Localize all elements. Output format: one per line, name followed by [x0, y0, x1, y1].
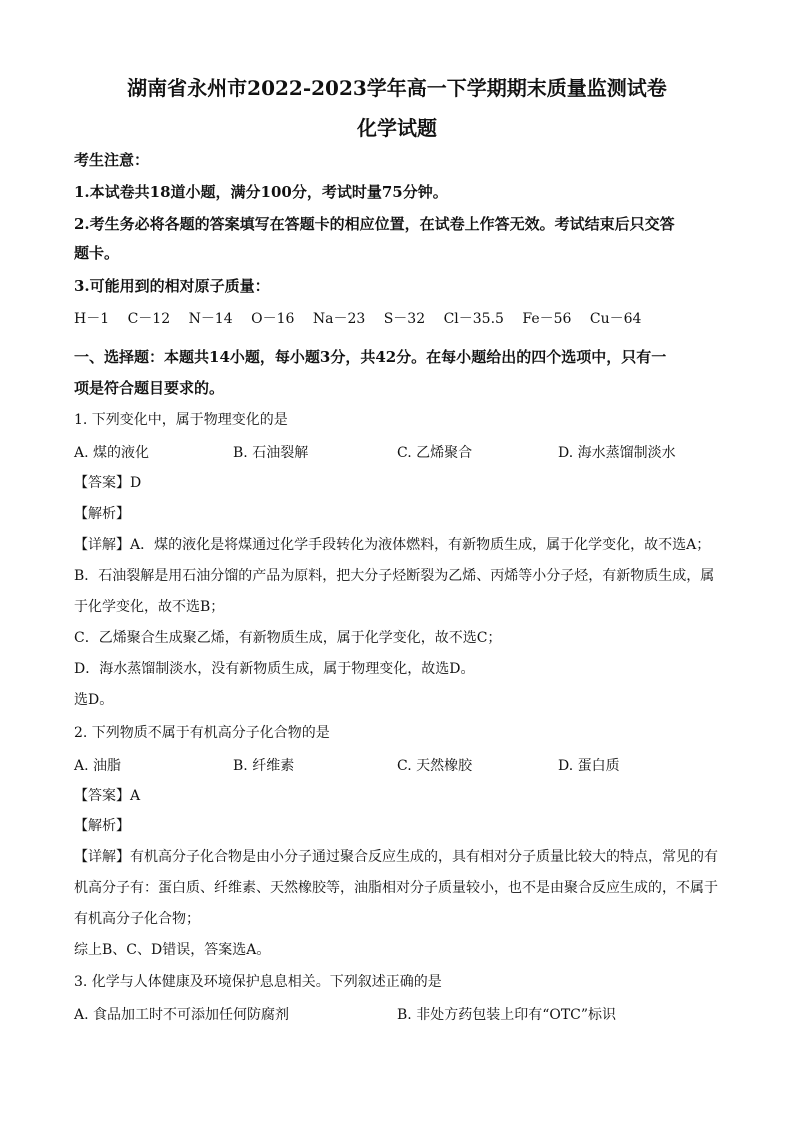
question-1-detail-line: 于化学变化，故不选B；: [74, 599, 225, 615]
question-2-detail-line: 综上B、C、D错误，答案选A。: [74, 942, 271, 958]
question-1-answer: 【答案】D: [74, 475, 142, 491]
question-2-option-d: D. 蛋白质: [558, 758, 620, 774]
question-1-detail-line: B．石油裂解是用石油分馏的产品为原料，把大分子烃断裂为乙烯、丙烯等小分子烃，有新物质生成，属: [74, 568, 715, 584]
notice-item-2-line-1: 2.考生务必将各题的答案填写在答题卡的相应位置，在试卷上作答无效。考试结束后只交答: [74, 215, 675, 233]
question-2-answer: 【答案】A: [74, 788, 141, 804]
question-2-analysis-label: 【解析】: [74, 818, 130, 834]
question-1-detail-line: C．乙烯聚合生成聚乙烯，有新物质生成，属于化学变化，故不选C；: [74, 630, 502, 646]
question-2-detail-line: 【详解】有机高分子化合物是由小分子通过聚合反应生成的，具有相对分子质量比较大的特点，常见的有: [74, 849, 718, 865]
question-1-option-b: B. 石油裂解: [233, 445, 309, 461]
atomic-mass: C－12: [127, 311, 171, 327]
question-2-option-a: A. 油脂: [74, 758, 122, 774]
atomic-mass-list: [74, 309, 720, 329]
notice-heading: 考生注意：: [74, 151, 150, 169]
question-3-option-b: B. 非处方药包装上印有“OTC”标识: [397, 1007, 617, 1023]
question-1-option-d: D. 海水蒸馏制淡水: [558, 445, 676, 461]
atomic-mass: Cu－64: [589, 311, 642, 327]
atomic-mass: N－14: [188, 311, 233, 327]
question-2-stem: 2. 下列物质不属于有机高分子化合物的是: [74, 725, 330, 741]
atomic-mass: O－16: [251, 311, 295, 327]
notice-item-3: 3.可能用到的相对原子质量：: [74, 277, 270, 295]
question-1-option-c: C. 乙烯聚合: [397, 445, 473, 461]
question-1-option-a: A. 煤的液化: [74, 445, 150, 461]
atomic-mass: S－32: [383, 311, 426, 327]
atomic-mass: H－1: [74, 311, 110, 327]
question-1-detail-line: 【详解】A．煤的液化是将煤通过化学手段转化为液体燃料，有新物质生成，属于化学变化，故不选A；: [74, 537, 711, 553]
question-2-detail-line: 机高分子有：蛋白质、纤维素、天然橡胶等，油脂相对分子质量较小，也不是由聚合反应生成的，不属于: [74, 880, 718, 896]
question-1-detail-line: D．海水蒸馏制淡水，没有新物质生成，属于物理变化，故选D。: [74, 661, 475, 677]
atomic-mass: Cl－35.5: [443, 311, 504, 327]
question-3-option-a: A. 食品加工时不可添加任何防腐剂: [74, 1007, 290, 1023]
question-1-stem: 1. 下列变化中，属于物理变化的是: [74, 412, 288, 428]
page-title: 湖南省永州市2022-2023学年高一下学期期末质量监测试卷: [127, 76, 667, 100]
question-2-option-c: C. 天然橡胶: [397, 758, 473, 774]
section-heading-line-2: 项是符合题目要求的。: [74, 379, 225, 397]
question-1-analysis-label: 【解析】: [74, 506, 130, 522]
page-subtitle: 化学试题: [357, 116, 437, 140]
atomic-mass: Fe－56: [522, 311, 572, 327]
notice-item-2-line-2: 题卡。: [74, 244, 120, 262]
question-1-detail-line: 选D。: [74, 692, 114, 708]
question-2-detail-line: 有机高分子化合物；: [74, 911, 200, 927]
section-heading-line-1: 一、选择题：本题共14小题，每小题3分，共42分。在每小题给出的四个选项中，只有一: [74, 348, 667, 366]
question-3-stem: 3. 化学与人体健康及环境保护息息相关。下列叙述正确的是: [74, 974, 442, 990]
atomic-mass: Na－23: [312, 311, 366, 327]
question-2-option-b: B. 纤维素: [233, 758, 295, 774]
notice-item-1: 1.本试卷共18道小题，满分100分，考试时量75分钟。: [74, 183, 448, 201]
